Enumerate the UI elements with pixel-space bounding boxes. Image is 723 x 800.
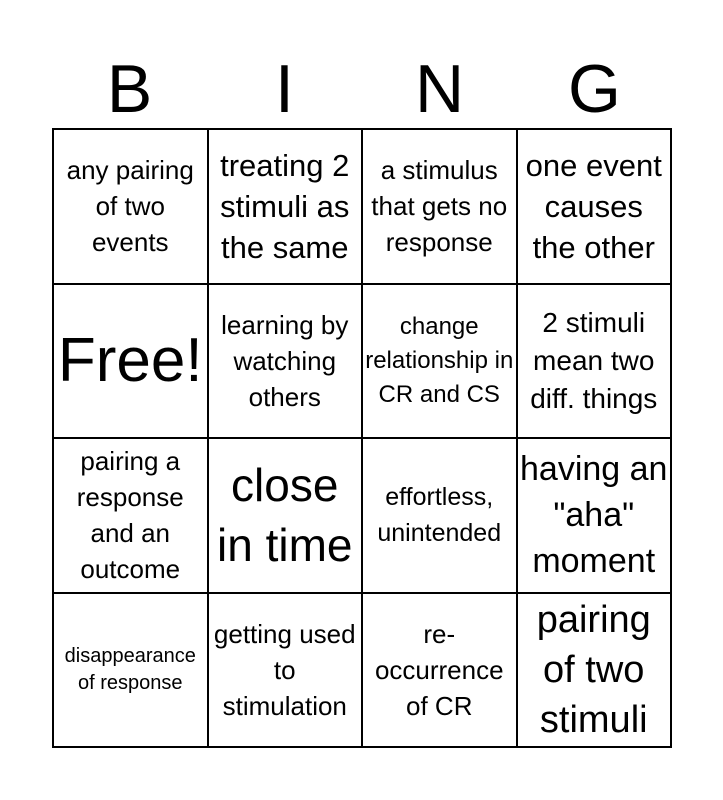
- bingo-cell-text: disappearance of response: [64, 644, 196, 694]
- bingo-cell[interactable]: [363, 130, 518, 285]
- bingo-cell-text: pairing a response and an outcome: [76, 446, 184, 585]
- bingo-cell-text: getting used to stimulation: [213, 618, 356, 721]
- bingo-cell-free[interactable]: [54, 285, 209, 440]
- bingo-cell-text: one event causes the other: [525, 147, 662, 265]
- bingo-cell[interactable]: [209, 439, 364, 594]
- bingo-cell[interactable]: [363, 594, 518, 749]
- bingo-cell[interactable]: [209, 285, 364, 440]
- bingo-cell[interactable]: [518, 130, 673, 285]
- bingo-cell[interactable]: [363, 439, 518, 594]
- bingo-cell-text: Free!: [57, 325, 203, 395]
- bingo-cell-text: any pairing of two events: [66, 155, 194, 258]
- bingo-cell[interactable]: [209, 594, 364, 749]
- bingo-cell-text: treating 2 stimuli as the same: [220, 147, 350, 265]
- bingo-cell-text: a stimulus that gets no response: [371, 155, 508, 258]
- header-letter-n: N: [414, 51, 465, 127]
- bingo-cell[interactable]: [363, 285, 518, 440]
- bingo-cell-text: re-occurrence of CR: [374, 618, 504, 721]
- bingo-cell-text: effortless, unintended: [377, 483, 502, 548]
- bingo-card-grid: [52, 128, 672, 748]
- header-letter-i: I: [275, 51, 294, 127]
- bingo-cell[interactable]: [209, 130, 364, 285]
- header-letter-g: G: [568, 51, 621, 127]
- bingo-cell[interactable]: [54, 439, 209, 594]
- bingo-cell-text: having an "aha" moment: [520, 450, 668, 581]
- bingo-cell[interactable]: [518, 285, 673, 440]
- bingo-cell-text: change relationship in CR and CS: [365, 312, 514, 408]
- header-letter-b: B: [106, 51, 153, 127]
- bingo-cell-text: learning by watching others: [221, 309, 349, 412]
- bingo-cell-text: pairing of two stimuli: [536, 598, 651, 741]
- bingo-cell-text: 2 stimuli mean two diff. things: [530, 306, 658, 414]
- bingo-cell[interactable]: [54, 594, 209, 749]
- bingo-cell-text: close in time: [217, 459, 353, 572]
- bingo-header: [52, 50, 672, 128]
- bingo-cell[interactable]: [518, 439, 673, 594]
- bingo-cell[interactable]: [518, 594, 673, 749]
- bingo-cell[interactable]: [54, 130, 209, 285]
